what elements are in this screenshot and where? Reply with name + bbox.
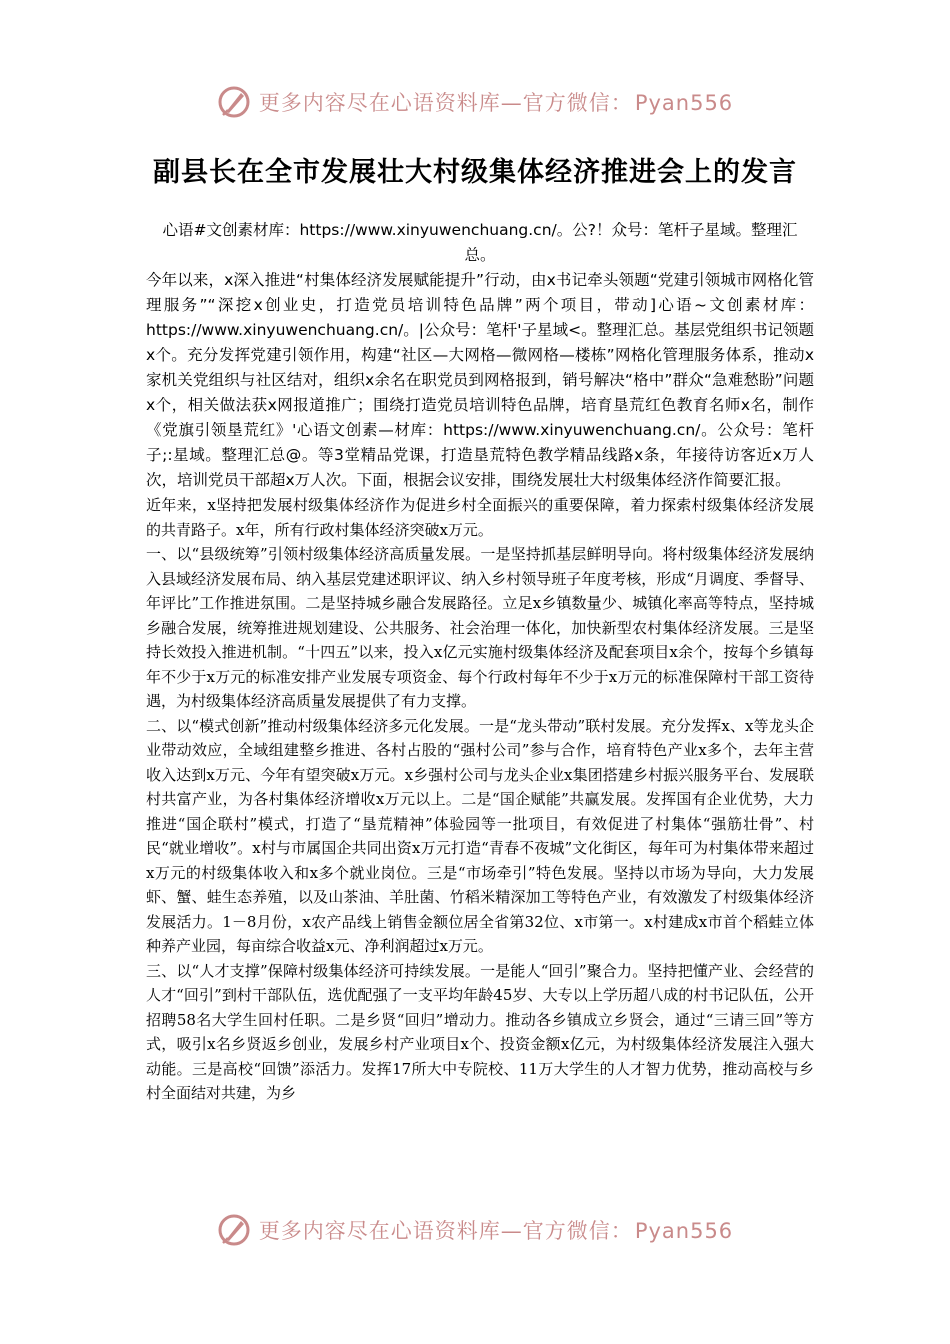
quill-pen-logo-icon bbox=[217, 85, 251, 119]
body-paragraph: 近年来，x坚持把发展村级集体经济作为促进乡村全面振兴的重要保障，着力探索村级集体经济发展的共青路子。x年，所有行政村集体经济突破x万元。 bbox=[146, 496, 814, 539]
wechat-id: Pyan556 bbox=[634, 91, 734, 115]
source-line: 心语#文创素材库：https://www.xinyuwenchuang.cn/。公?！众号：笔杆子星域。整理汇总。 bbox=[162, 221, 798, 264]
intro-paragraph: 今年以来，x深入推进“村集体经济发展赋能提升”行动，由x书记牵头领题“党建引领城市网格化管理服务”“深挖x创业史，打造党员培训特色品牌”两个项目，带动]心语~文创素材库：https://www.xinyuwenchuang.cn/。|公众号：笔杆'子星域<。整理汇总。基层党组织书记领题x个。充分发挥党建引领作用，构建“社区—大网格—微网格—楼栋”网格化管理服务体系，推动x家机关党组织与社区结对，组织x余名在职党员到网格报到，销号解决“格中”群众“急难愁盼”问题x个，相关做法获x网报道推广；围绕打造党员培训特色品牌，培育垦荒红色教育名师x名，制作《党旗引领垦荒红》'心语文创素—材库：https://www.xinyuwenchuang.cn/。公众号：笔杆子;:星域。整理汇总@。等3堂精品党课，打造垦荒特色教学精品线路x条，年接待访客近x万人次，培训党员干部超x万人次。下面，根据会议安排，围绕发展壮大村级集体经济作简要汇报。 bbox=[146, 271, 814, 489]
body-paragraph: 二、以“模式创新”推动村级集体经济多元化发展。一是“龙头带动”联村发展。充分发挥x、x等龙头企业带动效应，全域组建整乡推进、各村占股的“强村公司”参与合作，培育特色产业x多个，去年主营收入达到x万元、今年有望突破x万元。x乡强村公司与龙头企业x集团搭建乡村振兴服务平台、发展联村共富产业，为各村集体经济增收x万元以上。二是“国企赋能”共赢发展。发挥国有企业优势，大力推进“国企联村”模式，打造了“垦荒精神”体验园等一批项目，有效促进了村集体“强筋壮骨”、村民“就业增收”。x村与市属国企共同出资x万元打造“青春不夜城”文化街区，每年可为村集体带来超过x万元的村级集体收入和x多个就业岗位。三是“市场牵引”特色发展。坚持以市场为导向，大力发展虾、蟹、蛙生态养殖，以及山茶油、羊肚菌、竹稻米精深加工等特色产业，有效激发了村级集体经济发展活力。1－8月份，x农产品线上销售金额位居全省第32位、x市第一。x村建成x市首个稻蛙立体种养产业园，每亩综合收益x元、净利润超过x万元。 bbox=[146, 716, 814, 955]
body-paragraph: 一、以“县级统筹”引领村级集体经济高质量发展。一是坚持抓基层鲜明导向。将村级集体经济发展纳入县域经济发展布局、纳入基层党建述职评议、纳入乡村领导班子年度考核，形成“月调度、季督导、年评比”工作推进氛围。二是坚持城乡融合发展路径。立足x乡镇数量少、城镇化率高等特点，坚持城乡融合发展，统筹推进规划建设、公共服务、社会治理一体化，加快新型农村集体经济发展。三是坚持长效投入推进机制。“十四五”以来，投入x亿元实施村级集体经济及配套项目x余个，按每个乡镇每年不少于x万元的标准安排产业发展专项资金、每个行政村每年不少于x万元的标准保障村干部工资待遇，为村级集体经济高质量发展提供了有力支撑。 bbox=[146, 545, 814, 710]
wechat-id: Pyan556 bbox=[634, 1219, 734, 1243]
banner-text: 更多内容尽在心语资料库—官方微信：Pyan556 bbox=[258, 1219, 734, 1243]
footer-banner bbox=[0, 1208, 950, 1252]
banner-text: 更多内容尽在心语资料库—官方微信：Pyan556 bbox=[258, 91, 734, 115]
header-banner bbox=[0, 80, 950, 124]
quill-pen-logo-icon bbox=[217, 1213, 251, 1247]
document-body bbox=[146, 218, 814, 1106]
body-paragraph: 三、以“人才支撑”保障村级集体经济可持续发展。一是能人“回引”聚合力。坚持把懂产业、会经营的人才“回引”到村干部队伍，选优配强了一支平均年龄45岁、大专以上学历超八成的村书记队伍，公开招聘58名大学生回村任职。二是乡贤“回归”增动力。推动各乡镇成立乡贤会，通过“三请三回”等方式，吸引x名乡贤返乡创业，发展乡村产业项目x个、投资金额x亿元，为村级集体经济发展注入强大动能。三是高校“回馈”添活力。发挥17所大中专院校、11万大学生的人才智力优势，推动高校与乡村全面结对共建，为乡 bbox=[146, 961, 814, 1102]
page-title: 副县长在全市发展壮大村级集体经济推进会上的发言 bbox=[153, 157, 797, 188]
